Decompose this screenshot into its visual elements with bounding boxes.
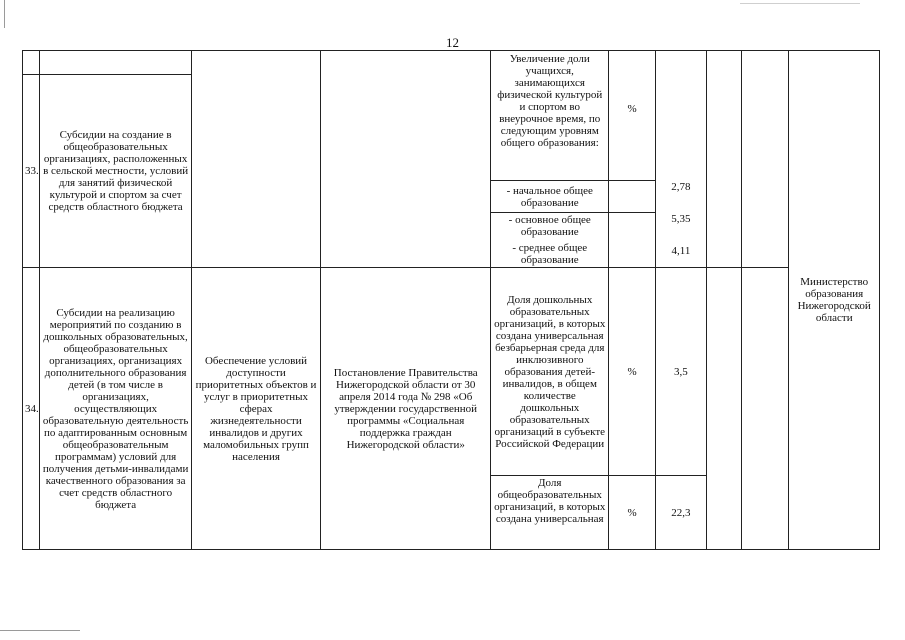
subsidies-table bbox=[22, 50, 880, 550]
document-34: Постановление Правительства Нижегородской области от 30 апреля 2014 года № 298 «Об утверждении государственной программы «Социальная поддержка граждан Нижегородской области» bbox=[321, 268, 491, 550]
cell-empty bbox=[609, 213, 655, 268]
level-33-basic-label: - основное общее образование bbox=[508, 214, 591, 238]
row-number-33: 33. bbox=[23, 75, 40, 268]
unit-34-preschool: % bbox=[609, 268, 655, 476]
value-34-general: 22,3 bbox=[655, 476, 706, 550]
value-34-preschool: 3,5 bbox=[655, 268, 706, 476]
value-33-primary: 2,78 bbox=[671, 181, 691, 193]
condition-34: Обеспечение условий доступности приоритетных объектов и услуг в приоритетных сферах жизнедеятельности инвалидов и других маломобильных групп населения bbox=[191, 268, 321, 550]
row-34 bbox=[23, 268, 880, 476]
cell-empty bbox=[742, 51, 789, 268]
scan-edge-mark bbox=[4, 0, 5, 28]
cell-empty bbox=[23, 51, 40, 75]
page-number: 12 bbox=[446, 35, 459, 50]
row-number-34: 34. bbox=[23, 268, 40, 550]
cell-empty bbox=[191, 51, 321, 268]
cell-empty bbox=[321, 51, 491, 268]
cell-empty bbox=[707, 51, 742, 268]
levels-33-rest bbox=[491, 213, 609, 268]
scan-edge-mark bbox=[740, 3, 860, 4]
responsible-34: Министерство образования Нижегородской области bbox=[789, 51, 880, 550]
continuation-row bbox=[23, 51, 880, 75]
indicator-intro-33: Увеличение доли учащихся, занимающихся физической культурой и спортом во внеурочное время, по следующим уровням общего образования: bbox=[491, 51, 609, 181]
cell-empty bbox=[609, 181, 655, 213]
value-33-secondary: 4,11 bbox=[671, 245, 691, 257]
unit-33: % bbox=[609, 51, 655, 181]
level-33-basic: - начальное общее образование bbox=[491, 181, 609, 213]
unit-34-general: % bbox=[609, 476, 655, 550]
value-33-basic: 5,35 bbox=[671, 213, 691, 225]
subsidy-name-34: Субсидии на реализацию мероприятий по созданию в дошкольных образовательных, общеобразовательных организациях, организациях дополнительного образования детей (в том числе в организациях, осуществляющих образовательную деятельность по адаптированным основным общеобразовательным программам) условий для получения детьми-инвалидами качественного образования за счет средств областного бюджета bbox=[40, 268, 191, 550]
cell-empty bbox=[742, 268, 789, 550]
indicator-34-preschool: Доля дошкольных образовательных организаций, в которых создана универсальная безбарьерная среда для инклюзивного образования детей-инвалидов, в общем количестве дошкольных образовательных организаций в субъекте Российской Федерации bbox=[491, 268, 609, 476]
level-33-secondary-label: - среднее общее образование bbox=[512, 242, 588, 266]
indicator-34-general: Доля общеобразовательных организаций, в которых создана универсальная bbox=[491, 476, 609, 550]
subsidy-name-33: Субсидии на создание в общеобразовательных организациях, расположенных в сельской местности, условий для занятий физической культурой и спортом за счет средств областного бюджета bbox=[40, 75, 191, 268]
scan-edge-mark bbox=[0, 630, 80, 631]
values-33 bbox=[655, 51, 706, 268]
cell-empty bbox=[707, 268, 742, 550]
cell-empty bbox=[40, 51, 191, 75]
